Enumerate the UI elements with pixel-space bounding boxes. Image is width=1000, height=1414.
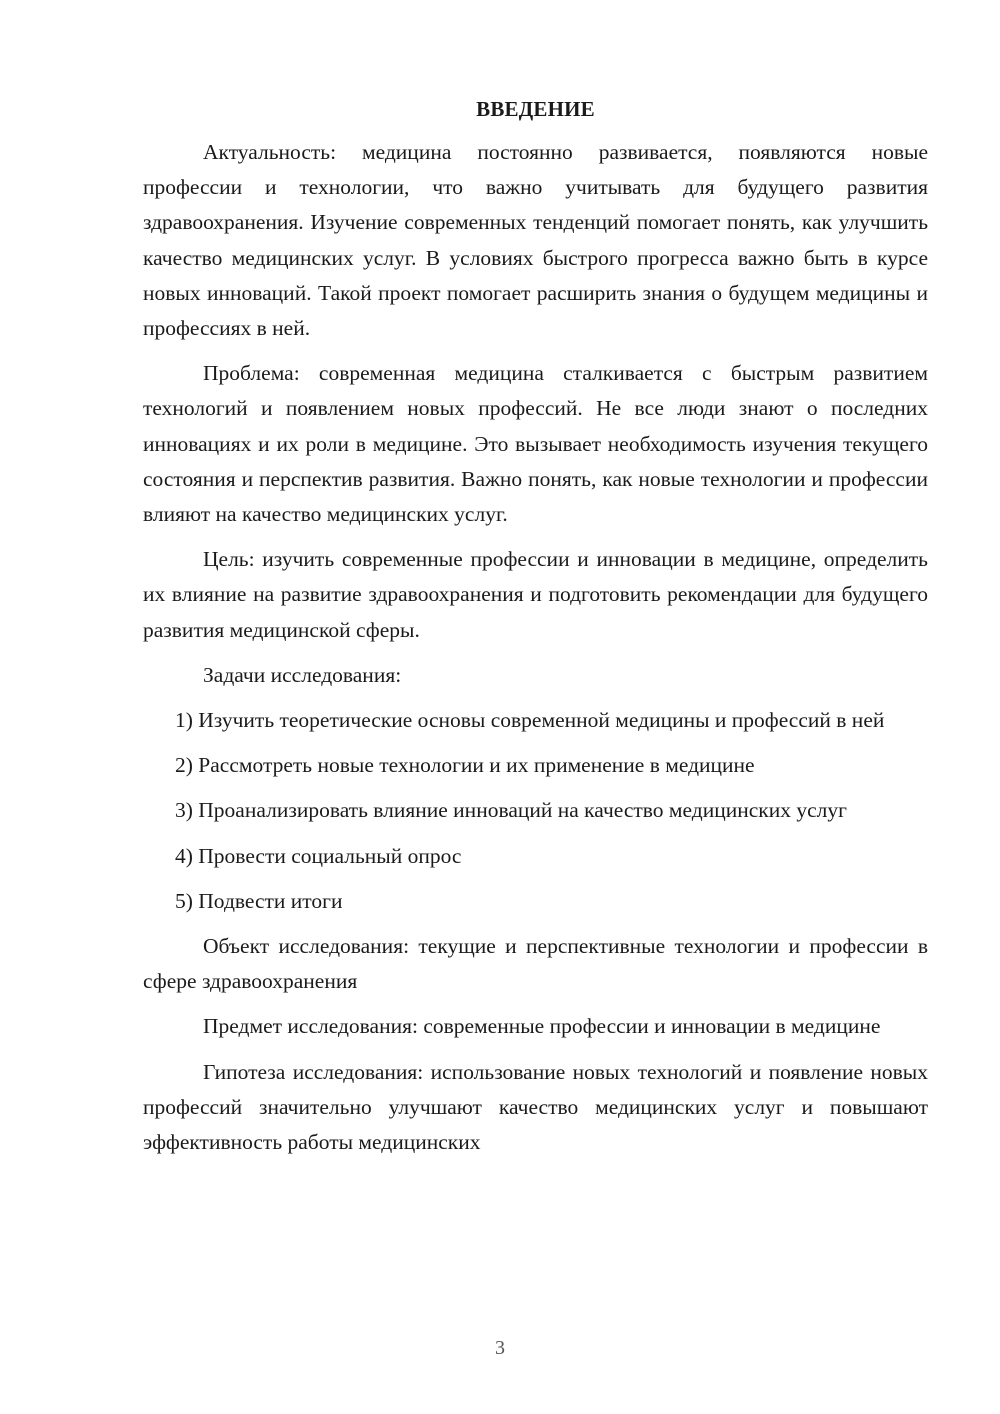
task-list-item: 5) Подвести итоги (175, 888, 343, 913)
object-paragraph: Объект исследования: текущие и перспективные технологии и профессии в сфере здравоохранения (143, 934, 928, 994)
goal-paragraph: Цель: изучить современные профессии и инновации в медицине, определить их влияние на развитие здравоохранения и подготовить рекомендации для будущего развития медицинской сферы. (143, 547, 928, 642)
page-number: 3 (495, 1337, 505, 1359)
subject-paragraph: Предмет исследования: современные профессии и инновации в медицине (203, 1014, 881, 1039)
relevance-paragraph: Актуальность: медицина постоянно развивается, появляются новые профессии и технологии, что важно учитывать для будущего развития здравоохранения. Изучение современных тенденций помогает понять, как улучшить качество медицинских услуг. В условиях быстрого прогресса важно быть в курсе новых инноваций. Такой проект помогает расширить знания о будущем медицины и профессиях в ней. (143, 140, 928, 341)
tasks-heading: Задачи исследования: (203, 662, 402, 687)
task-list-item: 1) Изучить теоретические основы современной медицины и профессий в ней (175, 708, 885, 733)
page-title: ВВЕДЕНИЕ (476, 97, 595, 121)
task-list-item: 3) Проанализировать влияние инноваций на качество медицинских услуг (175, 798, 847, 823)
page-content (143, 92, 928, 1170)
task-list-item: 2) Рассмотреть новые технологии и их применение в медицине (175, 753, 755, 778)
task-list-item: 4) Провести социальный опрос (175, 843, 462, 868)
hypothesis-paragraph: Гипотеза исследования: использование новых технологий и появление новых профессий значительно улучшают качество медицинских услуг и повышают эффективность работы медицинских (143, 1059, 928, 1155)
problem-paragraph: Проблема: современная медицина сталкивается с быстрым развитием технологий и появлением новых профессий. Не все люди знают о последних инновациях и их роли в медицине. Это вызывает необходимость изучения текущего состояния и перспектив развития. Важно понять, как новые технологии и профессии влияют на качество медицинских услуг. (143, 361, 928, 527)
